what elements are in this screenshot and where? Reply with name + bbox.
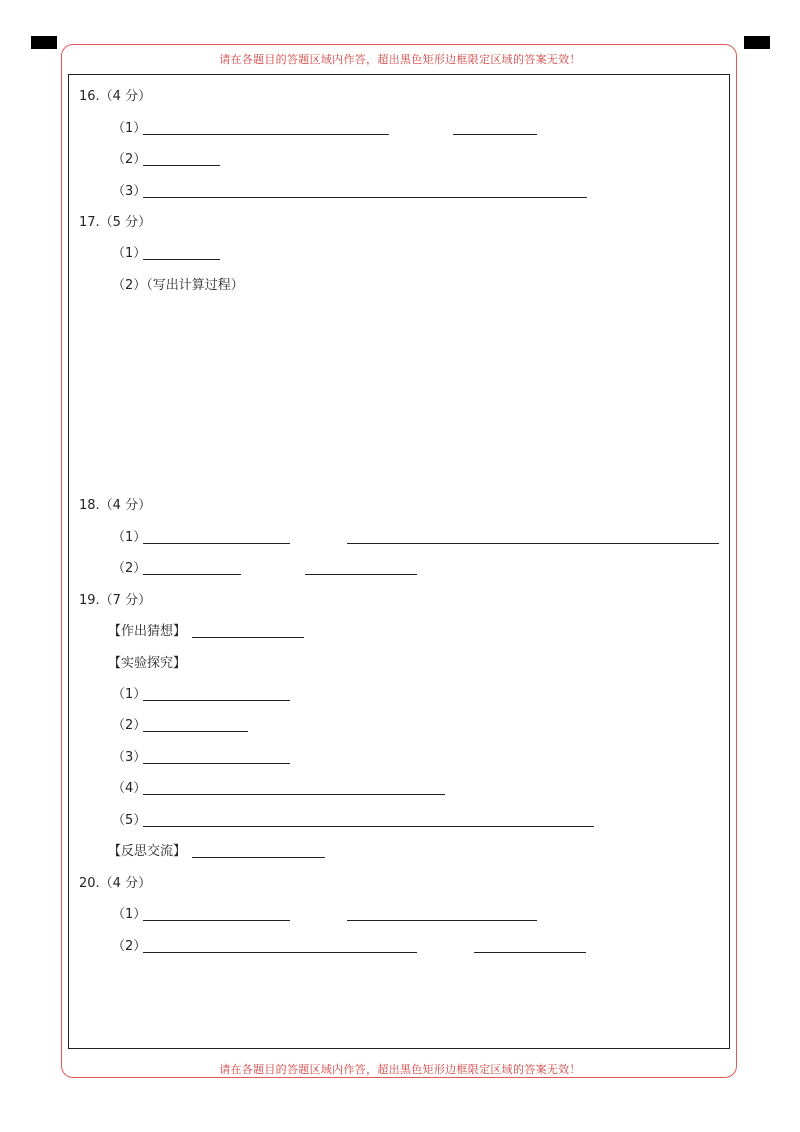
q18-sub1-blank-b[interactable]: [347, 543, 719, 544]
q16-sub2-label: （2）: [112, 152, 147, 167]
q19-sub3-label: （3）: [112, 750, 147, 765]
notice-bottom: 请在各题目的答题区域内作答，超出黑色矩形边框限定区域的答案无效！: [219, 1063, 581, 1076]
q16-sub2-blank[interactable]: [143, 165, 220, 166]
q19-sub4-blank[interactable]: [143, 794, 445, 795]
q17-sub2-label: （2）（写出计算过程）: [112, 278, 244, 293]
q19-guess-label: 【作出猜想】: [108, 624, 187, 639]
q18-sub1-blank-a[interactable]: [143, 543, 290, 544]
answer-area-frame: [68, 74, 730, 1049]
q16-sub3-label: （3）: [112, 184, 147, 199]
q20-header: 20.（4 分）: [79, 876, 152, 891]
q20-sub2-label: （2）: [112, 939, 147, 954]
alignment-marker-right: [744, 36, 770, 49]
alignment-marker-left: [31, 36, 57, 49]
q18-sub2-blank-a[interactable]: [143, 574, 241, 575]
q19-sub1-label: （1）: [112, 687, 147, 702]
q17-header: 17.（5 分）: [79, 215, 152, 230]
q16-sub1-blank-b[interactable]: [453, 134, 537, 135]
q17-sub1-blank[interactable]: [143, 259, 220, 260]
q20-sub2-blank-b[interactable]: [474, 952, 586, 953]
q19-reflect-label: 【反思交流】: [108, 844, 187, 859]
q18-sub1-label: （1）: [112, 530, 147, 545]
q17-sub1-label: （1）: [112, 246, 147, 261]
q16-header: 16.（4 分）: [79, 89, 152, 104]
q20-sub2-blank-a[interactable]: [143, 952, 417, 953]
q18-sub2-blank-b[interactable]: [305, 574, 417, 575]
q18-sub2-label: （2）: [112, 561, 147, 576]
q19-sub5-label: （5）: [112, 813, 147, 828]
q19-sub5-blank[interactable]: [143, 826, 594, 827]
q19-sub2-label: （2）: [112, 718, 147, 733]
q16-sub1-blank-a[interactable]: [143, 134, 389, 135]
q16-sub1-label: （1）: [112, 121, 147, 136]
q16-sub3-blank[interactable]: [143, 197, 587, 198]
notice-top: 请在各题目的答题区域内作答，超出黑色矩形边框限定区域的答案无效！: [219, 53, 581, 66]
q19-explore-label: 【实验探究】: [108, 656, 187, 671]
q19-header: 19.（7 分）: [79, 593, 152, 608]
q19-sub1-blank[interactable]: [143, 700, 290, 701]
q20-sub1-blank-a[interactable]: [143, 920, 290, 921]
q20-sub1-blank-b[interactable]: [347, 920, 537, 921]
q18-header: 18.（4 分）: [79, 498, 152, 513]
q19-sub3-blank[interactable]: [143, 763, 290, 764]
q19-guess-blank[interactable]: [192, 637, 304, 638]
q19-reflect-blank[interactable]: [192, 857, 325, 858]
q19-sub4-label: （4）: [112, 781, 147, 796]
q20-sub1-label: （1）: [112, 907, 147, 922]
q19-sub2-blank[interactable]: [143, 731, 248, 732]
